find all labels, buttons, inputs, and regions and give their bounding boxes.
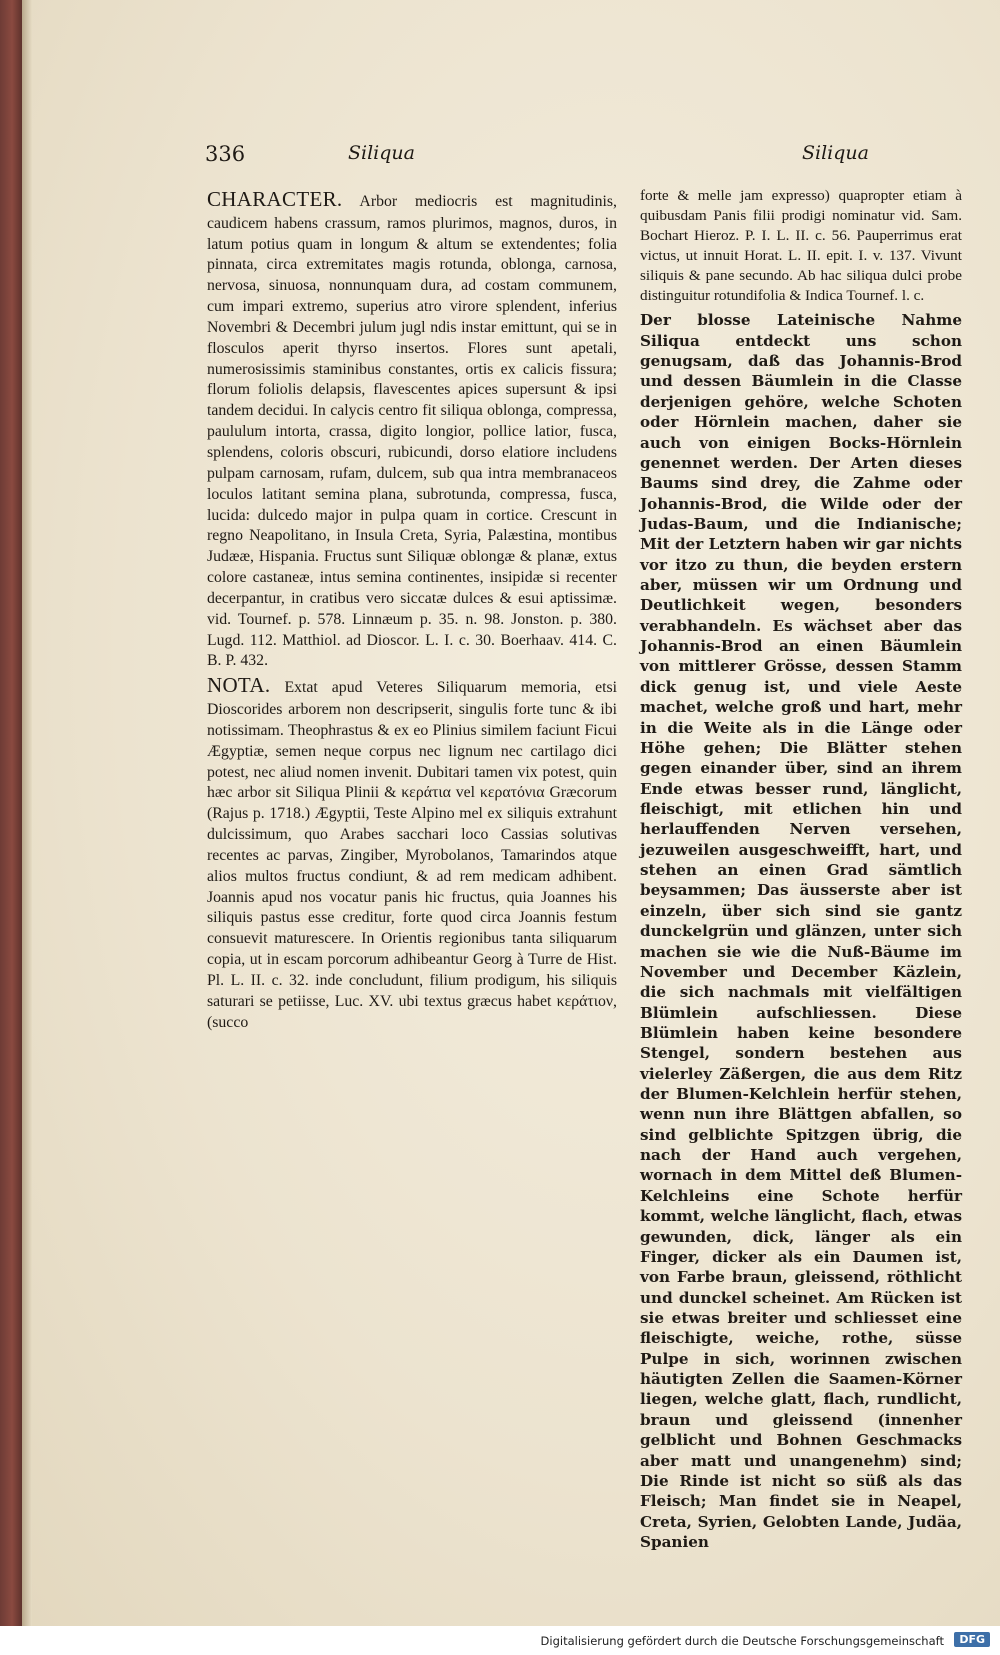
- nota-paragraph: [207, 672, 617, 1033]
- dfg-logo: DFG: [954, 1632, 990, 1647]
- page-edge: [22, 0, 32, 1626]
- footer-bar: [0, 1626, 1000, 1655]
- book-page: [32, 0, 1000, 1626]
- right-column: [640, 186, 962, 1567]
- character-paragraph: [207, 186, 617, 672]
- running-head-right: Siliqua: [802, 142, 869, 164]
- german-paragraph: Der blosse Lateinische Nahme Siliqua entdeckt uns schon genugsam, daß das Johannis-Brod und dessen Bäumlein in die Classe derjenigen gehöre, welche Schoten oder Hörnlein machen, daher sie auch von einigen Bocks-Hörnlein genennet werden. Der Arten dieses Baums sind drey, die Zahme oder Johannis-Brod, die Wilde oder der Judas-Baum, und die Indianische; Mit der Letztern haben wir gar nichts vor itzo zu thun, die beyden erstern aber, müssen wir um Ordnung und Deutlichkeit wegen, besonders verabhandeln. Es wächset aber das Johannis-Brod an einen Bäumlein von mittlerer Grösse, dessen Stamm dick genug ist, und viele Aeste machet, welche groß und hart, mehr in die Weite als in die Länge oder Höhe gehen; Die Blätter stehen gegen einander über, sind an ihrem Ende etwas besser rund, länglicht, fleischigt, mit etlichen hin und herlauffenden Nerven versehen, jezuweilen ausgeschweifft, hart, und stehen an einen Grad sämtlich beysammen; Das äusserste aber ist einzeln, über sich sind sie gantz dunckelgrün und glänzen, unter sich machen sie wie die Nuß-Bäume im November und December Käzlein, die sich nachmals mit vielfältigen Blümlein aufschliessen. Diese Blümlein haben keine besondere Stengel, sondern bestehen aus vielerley Zäßergen, die aus dem Ritz der Blumen-Kelchlein herfür stehen, wenn nun ihre Blättgen abfallen, so sind gelblichte Spitzgen übrig, die nach der Hand auch vergehen, wornach in dem Mittel deß Blumen-Kelchleins eine Schote herfür kommt, welche länglicht, flach, etwas gewunden, dick, länger als ein Finger, dicker als ein Daumen ist, von Farbe braun, gleissend, röthlicht und dunckel scheinet. Am Rücken ist sie etwas breiter und schliesset eine fleischigte, weiche, rothe, süsse Pulpe in sich, worinnen zwischen häutigten Zellen die Saamen-Körner liegen, welche glatt, flach, rundlicht, braun und gleissend (innenher gelblicht und Bohnen Geschmacks aber matt und unangenehm) sind; Die Rinde ist nicht so süß als das Fleisch; Man findet sie in Neapel, Creta, Syrien, Gelobten Lande, Judäa, Spanien: [640, 311, 962, 1551]
- character-text: Arbor mediocris est magnitudinis, caudicem habens crassum, ramos plurimos, magnos, duros, in latum potius quam in longum & altum se extendentes; folia pinnata, circa extremitates magis rotunda, oblonga, carnosa, nervosa, sinuosa, nonnunquam dura, ad costam communem, cum impari extremo, superius atro virore splendent, inferius Novembri & Decembri julum jugl ndis instar emittunt, qui se in flosculos aperit thyrso insertos. Flores sunt apetali, numerosissimis staminibus constantes, ortis ex calicis fissura; florum foliolis delapsis, flavescentes apices supersunt & ipsi tandem decidui. In calycis centro fit siliqua oblonga, compressa, paululum intorta, crassa, digito longior, pollice latior, fusca, splendens, coloris obscuri, rubicundi, dorso elatiore includens pulpam carnosam, rufam, dulcem, sub qua intra membranaceos loculos latitant semina plana, subrotunda, compressa, fusca, lucida: dulcedo major in pulpa quam in cortice. Crescunt in regno Neapolitano, in Insula Creta, Syria, Palæstina, montibus Judææ, Hispania. Fructus sunt Siliquæ oblongæ & planæ, extus colore castaneæ, intus semina continentes, insipidæ si recenter decerpantur, in cratibus vero siccatæ dulces & esui aptissimæ. vid. Tournef. p. 578. Linnæum p. 35. n. 98. Jonston. p. 380. Lugd. 112. Matthiol. ad Dioscor. L. I. c. 30. Boerhaav. 414. C. B. P. 432.: [207, 193, 617, 670]
- page-header: [32, 142, 1000, 172]
- left-column: [207, 186, 617, 1034]
- book-binding: [0, 0, 22, 1626]
- latin-continuation: forte & melle jam expresso) quapropter etiam à quibusdam Panis filii prodigi nominatur vid. Sam. Bochart Hieroz. P. I. L. II. c. 56. Pauperrimus erat victus, ut innuit Horat. L. II. epit. I. v. 137. Vivunt siliquis & pane secundo. Ab hac siliqua dulci probe distinguitur rotundifolia & Indica Tournef. l. c.: [640, 187, 962, 305]
- nota-heading: NOTA.: [207, 673, 271, 698]
- page-number: 336: [205, 142, 246, 166]
- nota-text: Extat apud Veteres Siliquarum memoria, etsi Dioscorides arborem non descripserit, singulis forte tunc & ibi notissimam. Theophrastus & ex eo Plinius similem faciunt Ficui Ægyptiæ, semen neque corpus nec lignum nec cartilago dici potest, nec aliud nomen invenit. Dubitari tamen vix potest, quin hæc arbor sit Siliqua Plinii & κεράτια vel κερατόνια Græcorum (Rajus p. 1718.) Ægyptii, Teste Alpino mel ex siliquis extrahunt dulcissimum, quo Arabes sacchari loco Cassias solutivas recentes ac parvas, Zingiber, Myrobolanos, Tamarindos atque alios multos fructus condiunt, & ad rem medicam adhibent. Joannis apud nos vocatur panis hic fructus, quia Joannes his siliquis pastus esse creditur, forte quod circa Joannis festum consuevit maturescere. In Orientis regionibus tanta siliquarum copia, ut in escam porcorum adhibeantur Georg à Turre de Hist. Pl. L. II. c. 32. inde concludunt, filium prodigum, his siliquis saturari se petiisse, Luc. XV. ubi textus græcus habet κεράτιον, (succo: [207, 679, 618, 1031]
- running-head-left: Siliqua: [348, 142, 415, 164]
- footer-credit: Digitalisierung gefördert durch die Deutsche Forschungsgemeinschaft: [540, 1634, 944, 1648]
- character-heading: CHARACTER.: [207, 187, 343, 211]
